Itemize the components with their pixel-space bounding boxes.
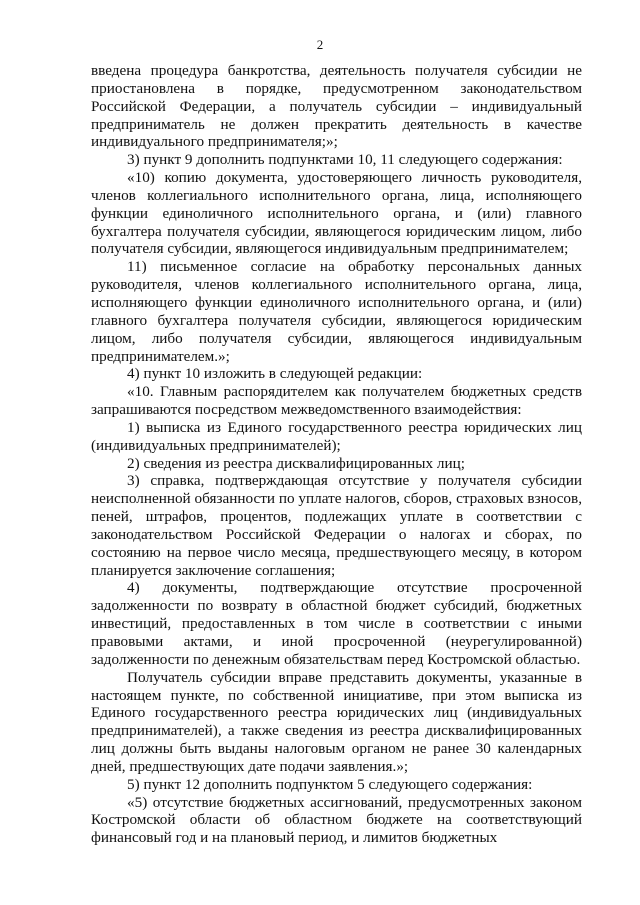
paragraph-subitem-11: 11) письменное согласие на обработку персональных данных руководителя, членов коллегиального исполнительного органа, лица, исполняющего функции единоличного исполнительного органа, и (или) главного бухгалтера получателя субсидии, являющегося юридическим лицом, либо получателя субсидии, являющегося индивидуальным предпринимателем.»; xyxy=(91,258,582,365)
paragraph-clause-10: «10. Главным распорядителем как получателем бюджетных средств запрашиваются посредством межведомственного взаимодействия: xyxy=(91,383,582,419)
paragraph-item-5: 5) пункт 12 дополнить подпунктом 5 следующего содержания: xyxy=(127,775,533,793)
paragraph-item-3: 3) пункт 9 дополнить подпунктами 10, 11 следующего содержания: xyxy=(127,151,563,169)
paragraph-list-1: 1) выписка из Единого государственного реестра юридических лиц (индивидуальных предпринимателей); xyxy=(91,418,582,454)
paragraph-subitem-5: «5) отсутствие бюджетных ассигнований, предусмотренных законом Костромской области об областном бюджете на соответствующий финансовый год и на плановый период, и лимитов бюджетных xyxy=(91,793,582,847)
paragraph-continuation: введена процедура банкротства, деятельность получателя субсидии не приостановлена в порядке, предусмотренном законодательством Российской Федерации, а получатель субсидии – индивидуальный предприниматель не должен прекратить деятельность в качестве индивидуального предпринимателя;»; xyxy=(91,62,582,151)
paragraph-list-3: 3) справка, подтверждающая отсутствие у получателя субсидии неисполненной обязанности по уплате налогов, сборов, страховых взносов, пеней, штрафов, процентов, подлежащих уплате в соответствии с законодательством Российской Федерации о налогах и сборах, по состоянию на первое число месяца, предшествующего месяцу, в котором планируется заключение соглашения; xyxy=(91,472,582,579)
paragraph-list-4: 4) документы, подтверждающие отсутствие просроченной задолженности по возврату в областной бюджет субсидий, бюджетных инвестиций, предоставленных в том числе в соответствии с иными правовыми актами, и иной просроченной (неурегулированной) задолженности по денежным обязательствам перед Костромской областью. xyxy=(91,579,582,668)
paragraph-list-2: 2) сведения из реестра дисквалифицированных лиц; xyxy=(127,454,465,472)
page-number: 2 xyxy=(316,37,324,52)
paragraph-subitem-10: «10) копию документа, удостоверяющего личность руководителя, членов коллегиального исполнительного органа, лица, исполняющего функции единоличного исполнительного органа, и (или) главного бухгалтера получателя субсидии, являющегося юридическим лицом, либо получателя субсидии, являющегося индивидуальным предпринимателем; xyxy=(91,169,582,258)
paragraph-item-4: 4) пункт 10 изложить в следующей редакции: xyxy=(127,365,423,383)
document-body xyxy=(91,62,582,847)
paragraph-recipient-note: Получатель субсидии вправе представить документы, указанные в настоящем пункте, по собственной инициативе, при этом выписка из Единого государственного реестра юридических лиц (индивидуальных предпринимателей), а также сведения из реестра дисквалифицированных лиц должны быть выданы налоговым органом не ранее 30 календарных дней, предшествующих дате подачи заявления.»; xyxy=(91,668,582,775)
